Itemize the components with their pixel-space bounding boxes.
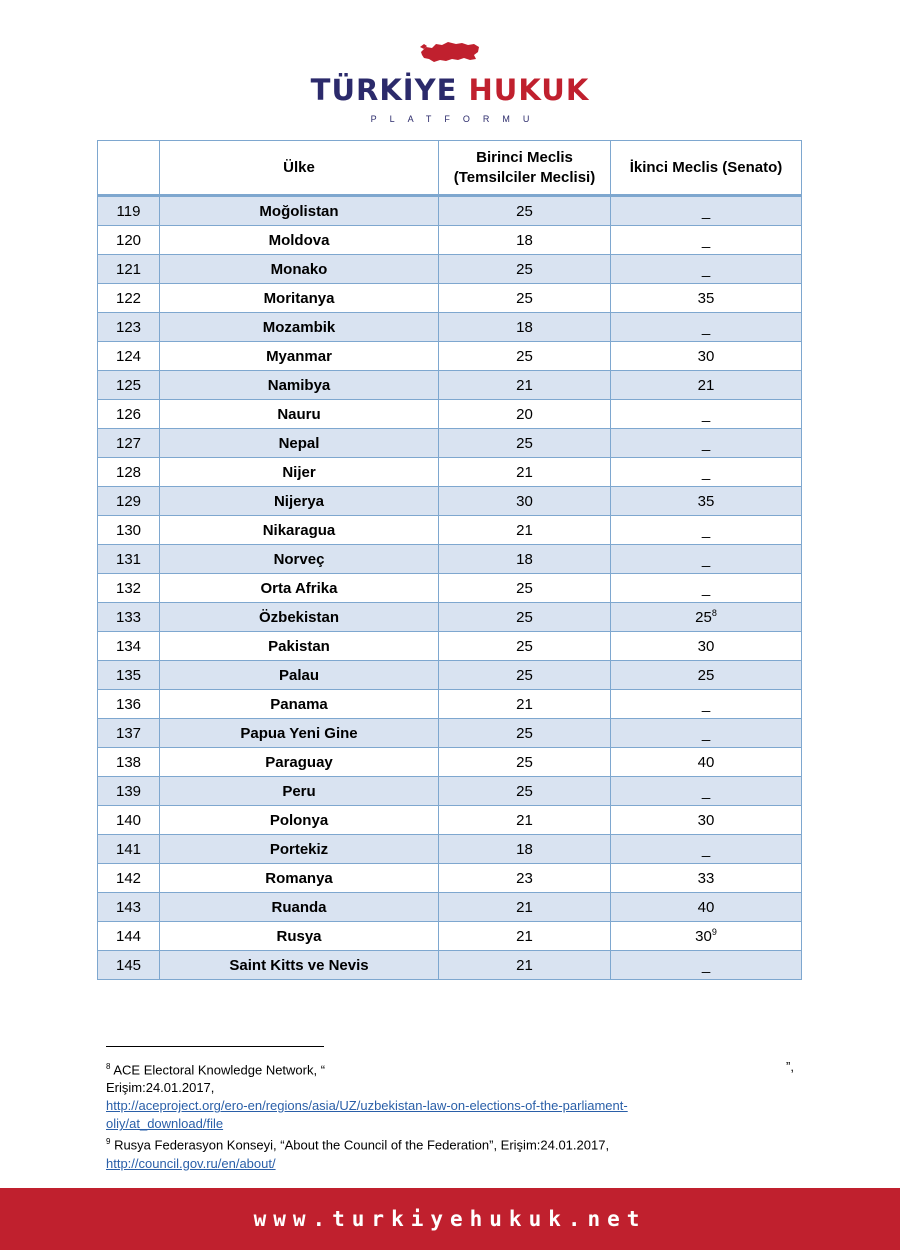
row-second-chamber-age: _ (611, 226, 802, 255)
row-country: Palau (160, 661, 439, 690)
row-number: 144 (98, 922, 160, 951)
row-first-chamber-age: 21 (439, 893, 611, 922)
row-first-chamber-age: 21 (439, 516, 611, 545)
row-first-chamber-age: 25 (439, 603, 611, 632)
row-country: Moldova (160, 226, 439, 255)
row-number: 135 (98, 661, 160, 690)
row-first-chamber-age: 25 (439, 342, 611, 371)
row-country: Myanmar (160, 342, 439, 371)
header-first-chamber: Birinci Meclis (Temsilciler Meclisi) (439, 141, 611, 196)
row-number: 130 (98, 516, 160, 545)
row-second-chamber-age: $25^8$ (611, 603, 802, 632)
logo-subtitle: PLATFORMU (370, 114, 543, 124)
row-number: 122 (98, 284, 160, 313)
row-country: Monako (160, 255, 439, 284)
row-first-chamber-age: 23 (439, 864, 611, 893)
row-number: 131 (98, 545, 160, 574)
row-second-chamber-age: 30 (611, 342, 802, 371)
row-country: Moritanya (160, 284, 439, 313)
row-second-chamber-age: 40 (611, 893, 802, 922)
table-row (98, 545, 802, 574)
row-country: Polonya (160, 806, 439, 835)
table-header-row (98, 141, 802, 196)
row-number: 132 (98, 574, 160, 603)
table-row (98, 313, 802, 342)
table-row (98, 661, 802, 690)
table-row (98, 951, 802, 980)
row-number: 121 (98, 255, 160, 284)
row-number: 136 (98, 690, 160, 719)
row-number: 140 (98, 806, 160, 835)
table-row (98, 864, 802, 893)
row-country: Paraguay (160, 748, 439, 777)
footnote-8-close-quote: ”, (786, 1059, 794, 1074)
footnote-8-text: ACE Electoral Knowledge Network, “ (110, 1062, 326, 1078)
row-second-chamber-age: _ (611, 951, 802, 980)
row-second-chamber-age: _ (611, 255, 802, 284)
table-row (98, 371, 802, 400)
row-first-chamber-age: 30 (439, 487, 611, 516)
row-country: Rusya (160, 922, 439, 951)
table-row (98, 777, 802, 806)
row-country: Moğolistan (160, 196, 439, 226)
row-second-chamber-age: 30 (611, 806, 802, 835)
row-first-chamber-age: 25 (439, 255, 611, 284)
logo-part-hukuk: HUKUK (468, 73, 590, 107)
row-number: 124 (98, 342, 160, 371)
row-number: 133 (98, 603, 160, 632)
row-number: 129 (98, 487, 160, 516)
row-second-chamber-age: 35 (611, 487, 802, 516)
row-number: 143 (98, 893, 160, 922)
row-country: Orta Afrika (160, 574, 439, 603)
footer-bar (0, 1188, 900, 1250)
row-country: Mozambik (160, 313, 439, 342)
row-first-chamber-age: 25 (439, 632, 611, 661)
table-row (98, 226, 802, 255)
row-country: Peru (160, 777, 439, 806)
row-number: 123 (98, 313, 160, 342)
row-first-chamber-age: 21 (439, 458, 611, 487)
row-first-chamber-age: 18 (439, 545, 611, 574)
footnote-8-link-cont[interactable]: oliy/at_download/file (106, 1116, 224, 1132)
row-number: 127 (98, 429, 160, 458)
table-row (98, 574, 802, 603)
row-first-chamber-age: 18 (439, 835, 611, 864)
row-second-chamber-age: _ (611, 458, 802, 487)
row-number: 134 (98, 632, 160, 661)
row-country: Portekiz (160, 835, 439, 864)
row-country: Norveç (160, 545, 439, 574)
table-row (98, 719, 802, 748)
table-row (98, 835, 802, 864)
row-country: Nikaragua (160, 516, 439, 545)
row-number: 139 (98, 777, 160, 806)
row-second-chamber-age: _ (611, 690, 802, 719)
row-country: Nepal (160, 429, 439, 458)
row-first-chamber-age: 18 (439, 226, 611, 255)
header-number (98, 141, 160, 196)
row-number: 141 (98, 835, 160, 864)
footnote-9 (106, 1133, 796, 1154)
footnote-9-number: 9 (106, 1137, 111, 1147)
row-second-chamber-age: _ (611, 719, 802, 748)
table-row (98, 196, 802, 226)
row-country: Nauru (160, 400, 439, 429)
age-requirements-table (97, 140, 802, 980)
row-second-chamber-age: _ (611, 777, 802, 806)
row-first-chamber-age: 25 (439, 574, 611, 603)
site-header (0, 38, 900, 124)
row-number: 137 (98, 719, 160, 748)
row-first-chamber-age: 21 (439, 922, 611, 951)
table-row (98, 632, 802, 661)
table-row (98, 922, 802, 951)
row-first-chamber-age: 25 (439, 429, 611, 458)
row-second-chamber-age: _ (611, 574, 802, 603)
row-second-chamber-age: 25 (611, 661, 802, 690)
row-second-chamber-age: _ (611, 429, 802, 458)
row-first-chamber-age: 25 (439, 719, 611, 748)
logo-part-turkiye: TÜRKİYE (310, 73, 458, 107)
row-second-chamber-age: $30^9$ (611, 922, 802, 951)
table-row (98, 806, 802, 835)
row-number: 125 (98, 371, 160, 400)
row-country: Nijerya (160, 487, 439, 516)
table-row (98, 603, 802, 632)
header-second-chamber: İkinci Meclis (Senato) (611, 141, 802, 196)
row-first-chamber-age: 18 (439, 313, 611, 342)
footnote-separator (106, 1046, 324, 1047)
row-first-chamber-age: 21 (439, 806, 611, 835)
logo-wordmark (0, 74, 900, 106)
row-number: 145 (98, 951, 160, 980)
row-number: 126 (98, 400, 160, 429)
row-second-chamber-age: _ (611, 196, 802, 226)
row-country: Namibya (160, 371, 439, 400)
footnote-9-link[interactable]: http://council.gov.ru/en/about/ (106, 1155, 276, 1171)
row-number: 120 (98, 226, 160, 255)
row-second-chamber-age: _ (611, 545, 802, 574)
row-country: Nijer (160, 458, 439, 487)
row-first-chamber-age: 21 (439, 690, 611, 719)
footnotes (106, 1058, 796, 1173)
table-row (98, 255, 802, 284)
footer-url[interactable]: www.turkiyehukuk.net (253, 1207, 647, 1231)
header-country: Ülke (160, 141, 439, 196)
row-first-chamber-age: 21 (439, 951, 611, 980)
table-row (98, 487, 802, 516)
table-row (98, 516, 802, 545)
table-row (98, 893, 802, 922)
row-number: 128 (98, 458, 160, 487)
table-row (98, 748, 802, 777)
row-first-chamber-age: 21 (439, 371, 611, 400)
footnote-8-link[interactable]: http://aceproject.org/ero-en/regions/asia/UZ/uzbekistan-law-on-elections-of-the-parliament- (106, 1098, 628, 1114)
table-row (98, 690, 802, 719)
row-country: Ruanda (160, 893, 439, 922)
row-number: 119 (98, 196, 160, 226)
row-country: Saint Kitts ve Nevis (160, 951, 439, 980)
footnote-8-access: Erişim:24.01.2017, (106, 1080, 215, 1096)
table-row (98, 458, 802, 487)
row-second-chamber-age: _ (611, 400, 802, 429)
footnote-ref[interactable]: 9 (711, 927, 717, 937)
row-first-chamber-age: 25 (439, 284, 611, 313)
row-second-chamber-age: 30 (611, 632, 802, 661)
row-first-chamber-age: 25 (439, 661, 611, 690)
row-second-chamber-age: 40 (611, 748, 802, 777)
row-country: Papua Yeni Gine (160, 719, 439, 748)
row-second-chamber-age: 35 (611, 284, 802, 313)
footnote-8 (106, 1058, 796, 1079)
row-country: Özbekistan (160, 603, 439, 632)
row-second-chamber-age: _ (611, 835, 802, 864)
row-second-chamber-age: 33 (611, 864, 802, 893)
row-second-chamber-age: 21 (611, 371, 802, 400)
footnote-8-number: 8 (106, 1062, 111, 1071)
row-country: Romanya (160, 864, 439, 893)
row-first-chamber-age: 25 (439, 777, 611, 806)
row-first-chamber-age: 25 (439, 196, 611, 226)
table-row (98, 429, 802, 458)
row-number: 138 (98, 748, 160, 777)
table-body (98, 196, 802, 980)
row-second-chamber-age: _ (611, 313, 802, 342)
row-first-chamber-age: 25 (439, 748, 611, 777)
footnote-9-text: Rusya Federasyon Konseyi, “About the Council of the Federation”, Erişim:24.01.2017, (110, 1137, 610, 1153)
row-first-chamber-age: 20 (439, 400, 611, 429)
table-row (98, 342, 802, 371)
row-number: 142 (98, 864, 160, 893)
row-second-chamber-age: _ (611, 516, 802, 545)
turkey-map-icon (418, 38, 482, 68)
footnote-ref[interactable]: 8 (711, 608, 717, 618)
row-country: Pakistan (160, 632, 439, 661)
row-country: Panama (160, 690, 439, 719)
table-row (98, 284, 802, 313)
table-row (98, 400, 802, 429)
